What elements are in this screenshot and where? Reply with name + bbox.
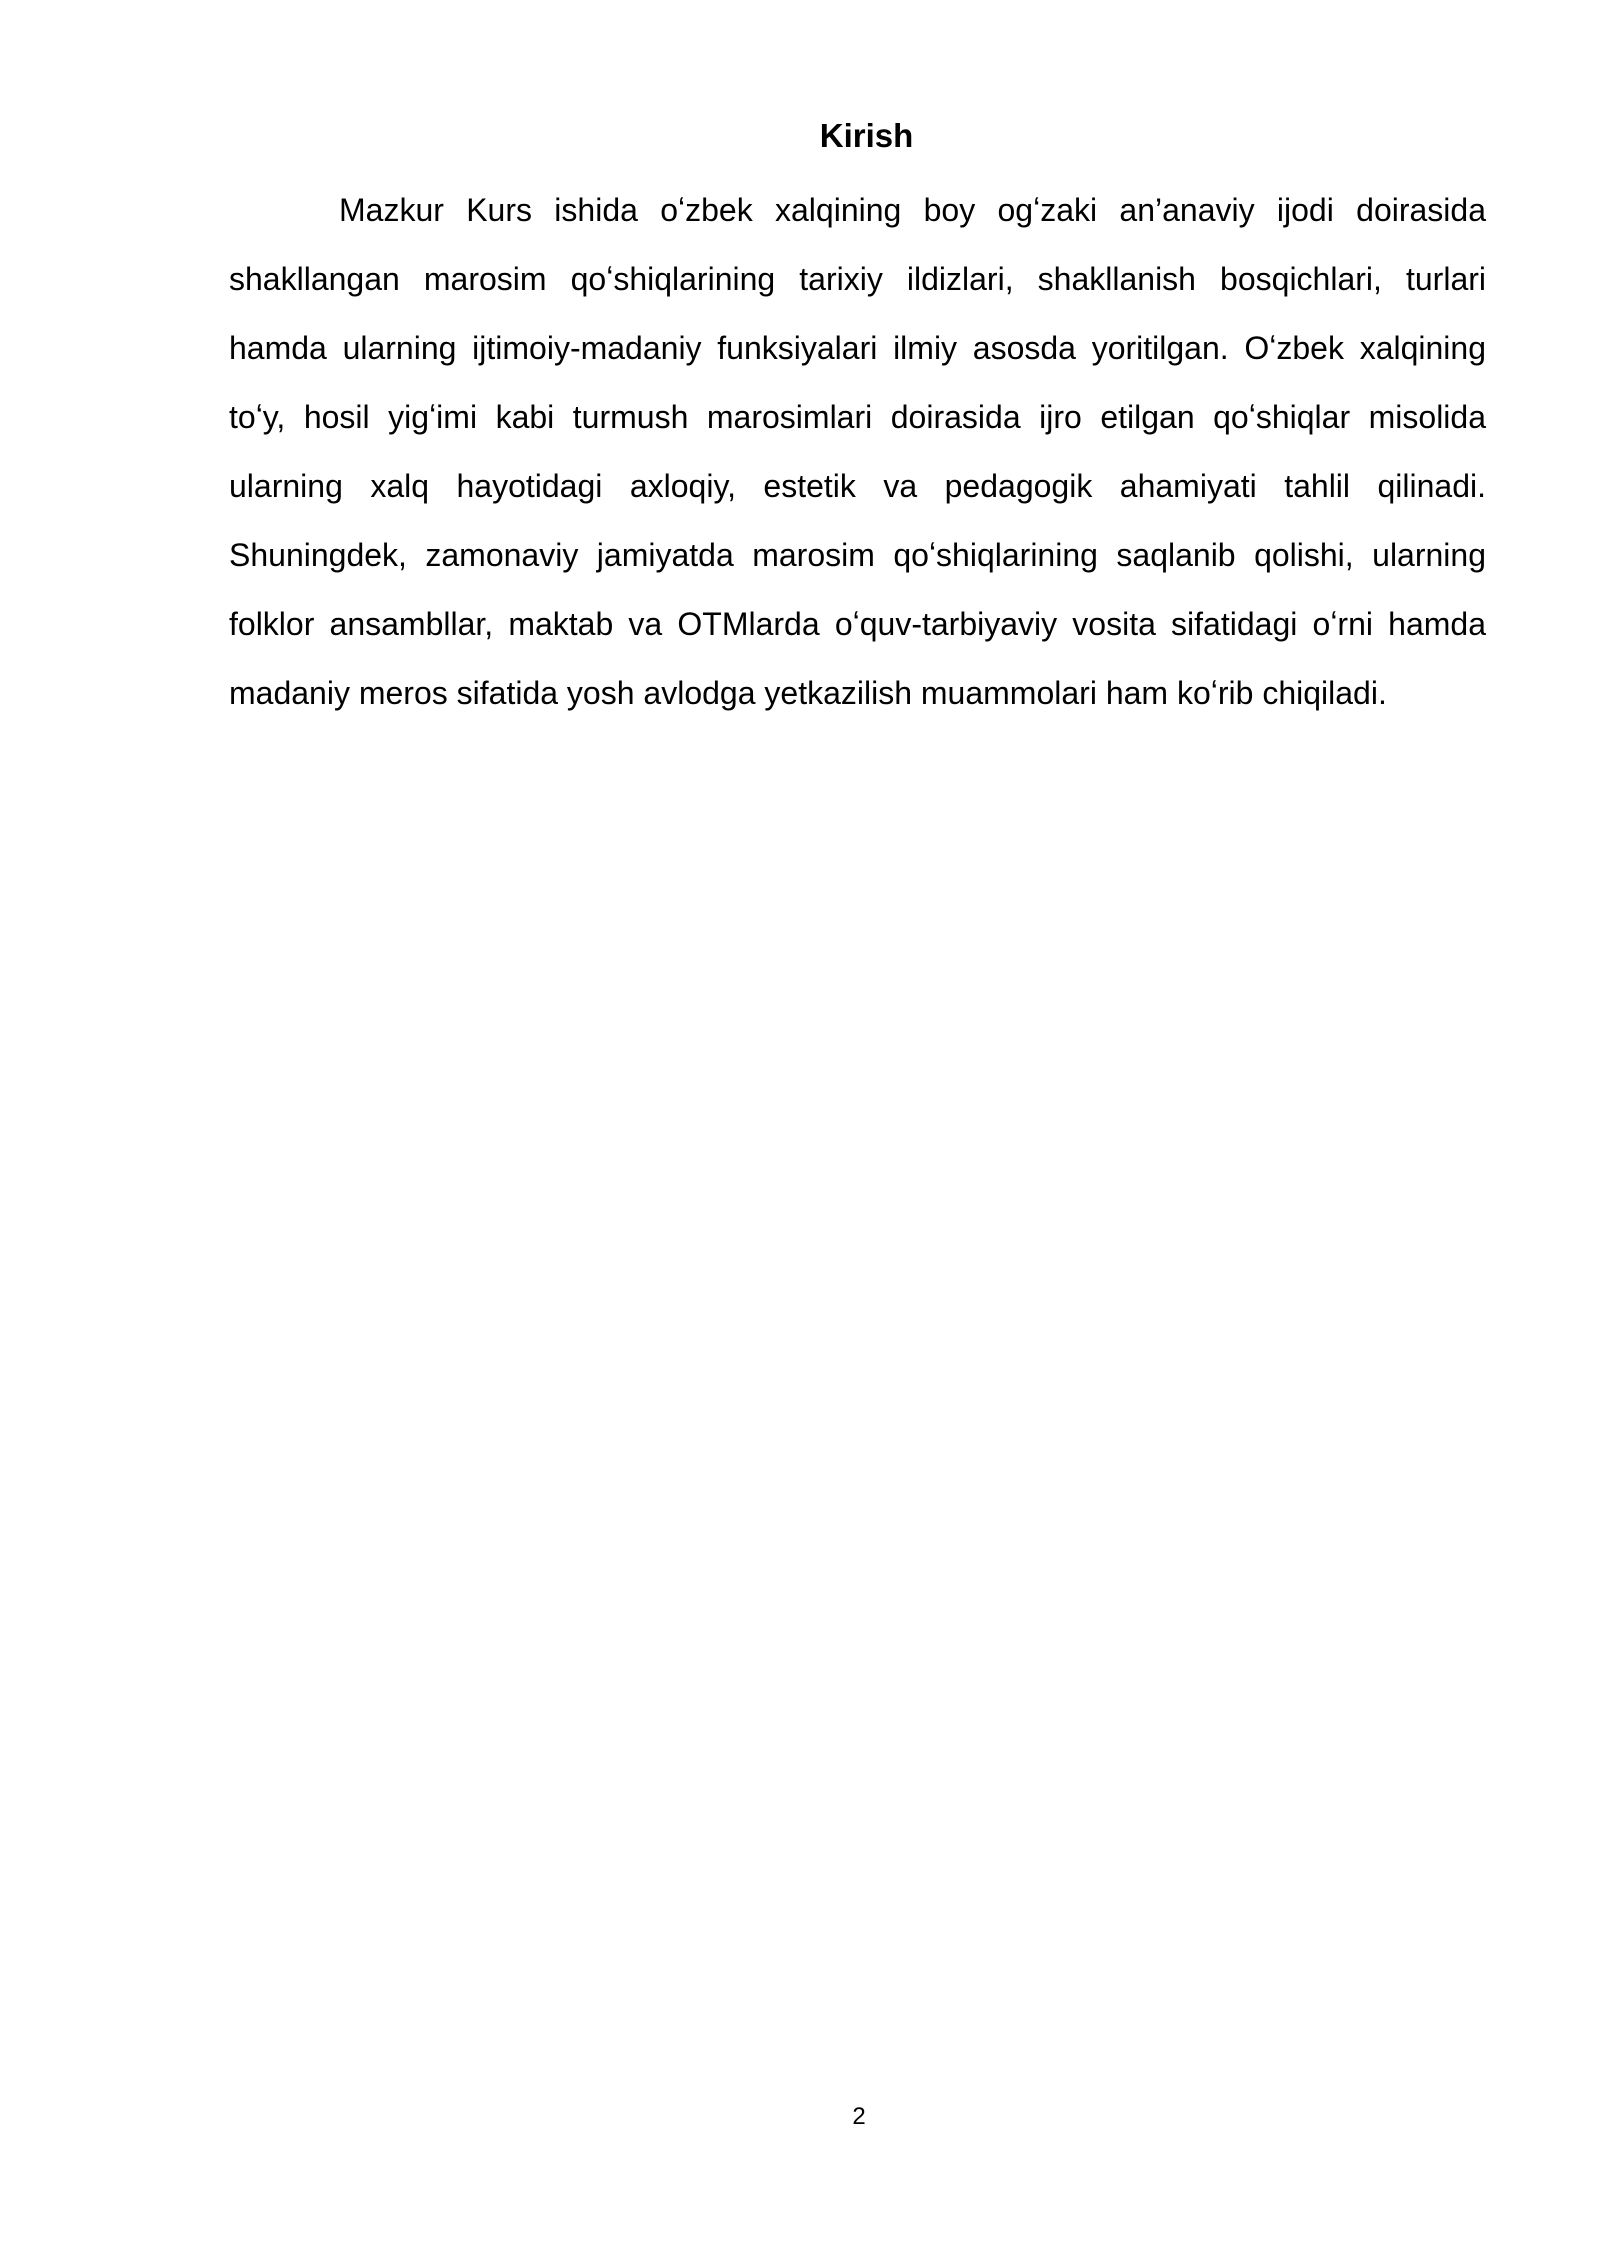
introduction-paragraph: Mazkur Kurs ishida oʻzbek xalqining boy ogʻzaki an’anaviy ijodi doirasida shakllangan marosim qoʻshiqlarining tarixiy ildizlari, shakllanish bosqichlari, turlari hamda ularning ijtimoiy-madaniy funksiyalari ilmiy asosda yoritilgan. Oʻzbek xalqining toʻy, hosil yigʻimi kabi turmush marosimlari doirasida ijro etilgan qoʻshiqlar misolida ularning xalq hayotidagi axloqiy, estetik va pedagogik ahamiyati tahlil qilinadi. Shuningdek, zamonaviy jamiyatda marosim qoʻshiqlarining saqlanib qolishi, ularning folklor ansambllar, maktab va OTMlarda oʻquv-tarbiyaviy vosita sifatidagi oʻrni hamda madaniy meros sifatida yosh avlodga yetkazilish muammolari ham koʻrib chiqiladi. [229, 192, 1486, 711]
page-number: 2 [852, 2103, 866, 2130]
section-heading: Kirish [819, 117, 914, 154]
